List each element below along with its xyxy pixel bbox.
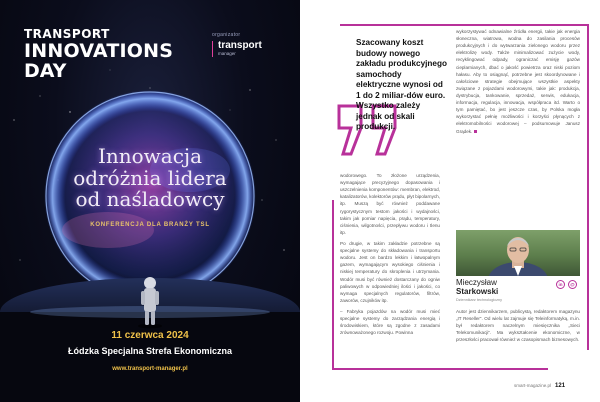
logo-line-1: TRANSPORT [24,27,110,41]
organizer-block [212,32,262,57]
organizer-brand [212,41,262,57]
email-icon[interactable]: @ [568,280,577,289]
author-bio: Autor jest dziennikarzem, publicystą, redaktorem magazynu „IT Reseller”. Od wielu lat zajmuje się Teleinformatyką, m.in. był redaktorem naczelnym miesięcznika „Sieci Telekomunikacji”. Ma wykształcenie ekonomiczne, w przeszłości pracował również w czasopismach biznesowych. [456,309,580,343]
event-place: Łódzka Specjalna Strefa Ekonomiczna [67,346,233,356]
event-url-link[interactable]: www.transport-manager.pl [112,366,188,372]
linkedin-icon[interactable]: in [556,280,565,289]
logo-line-2: INNOVATIONS [24,40,174,62]
organizer-brand-sub: manager [218,51,236,56]
page-footer [514,383,565,389]
article-paragraph: Po drugie, w takim zakładzie potrzebne są specjalne systemy do składowania i transportu wodoru. Jest on bardzo lekkim i łatwopalnym gazem, wymagającym wysokiego ciśnienia i niskiej temperatury do skroplenia i utrzymania. Wodór musi być również dostarczany do ogniw paliwowych w odpowiedniej ilości i jakości, co wymaga specjalnych regulatorów, filtrów, zaworów, czujników itp. [340,240,440,303]
pull-quote: Szacowany koszt budowy nowego zakładu produkcyjnego samochody elektryczne wynosi od 1 do 2 miliar-dów euro. Wszystko zależy jednak od skali produkcji. [356,38,447,131]
end-of-article-mark [474,130,477,133]
author-last-name: Starkowski [456,286,499,296]
article-column-left [340,172,440,340]
frame-line-left [332,200,334,369]
logo-line-3: DAY [24,60,67,82]
ad-headline [0,146,300,211]
article-paragraph: – Fabryka pojazdów na wodór musi mieć specjalne systemy do zarządzania energią i środowiskiem, które są zgodne z zasadami zrównoważonego rozwoju. Powinna [340,308,440,336]
author-role: Dziennikarz technologiczny [456,298,503,302]
page-number: 121 [555,383,566,389]
article-paragraph: wykorzystywać odnawialne źródła energii, takie jak energia słoneczna, wiatrowa, wodna do zasilania procesów produkcyjnych i do wytwarzania zielonego wodoru przez elektrolizę wody. Także minimalizować zużycie wody, recyklingować odpady, ograniczać emisję gazów cieplarnianych, dbać o jakość powietrza oraz niski poziom hałasu. Aby to osiągnąć, potrzebne jest skoordynowane i całościowe strategie obejmujące wszystkie aspekty związane z pojazdami wodorowymi, takie jak: produkcja, dystrybucja, tankowanie, sprzedaż, serwis, edukacja, informacja, regulacja, innowacja, współpraca itd. Warto o tym pamiętać, bo jest jeszcze czas, by Polska mogła wykorzystać pełnię możliwości i korzyści płynących z elektromobilności wodorowej – podsumowuje Janusz Grądek. [456,29,580,134]
article-page [300,0,600,402]
article-paragraph: wodorowego. To złożone urządzenia, wymagające precyzyjnego dopasowania i uszczelnienia komponentów: membran, elektrod, katalizatorów, kolektorów prądu, płyt bipolarnych, itp. Muszą być również poddawane rygorystycznym testom jakości i wydajności, takim jak pomiar napięcia, prądu, temperatury, ciśnienia, wilgotności, przepływu wodoru i tlenu itp. [340,173,440,235]
frame-line-top [340,24,588,26]
organizer-label: organizator [212,32,241,38]
author-first-name: Mieczysław [456,278,497,287]
event-date: 11 czerwca 2024 [111,330,189,341]
ad-subtitle: KONFERENCJA DLA BRANŻY TSL [90,222,210,228]
frame-line-bottom [332,368,548,370]
author-photo [456,230,580,276]
headline-line-1: Innowacja [97,144,203,168]
event-logo [24,28,173,81]
frame-line-right [587,24,589,350]
organizer-brand-name: transport [218,40,262,51]
author-name [456,279,498,297]
headline-line-2: odróżnia lidera [73,165,227,190]
footer-site: smart-magazine.pl [514,383,552,388]
article-column-right [456,28,580,139]
headline-line-3: od naśladowcy [75,187,225,212]
